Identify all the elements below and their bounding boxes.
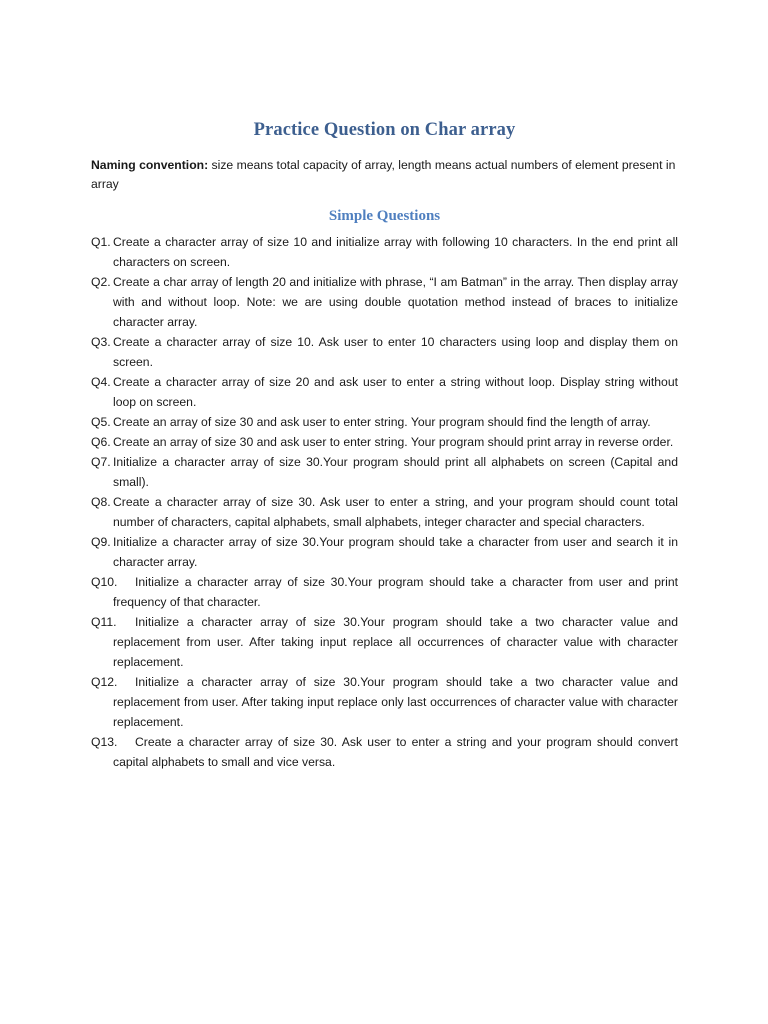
document-page bbox=[91, 118, 678, 772]
question-item bbox=[91, 412, 678, 432]
question-text: Initialize a character array of size 30.Your program should take a two character value and replacement from user. After taking input replace only last occurrences of character value with character replacement. bbox=[113, 675, 678, 729]
question-number: Q11. bbox=[91, 615, 117, 629]
question-text: Create a character array of size 30. Ask user to enter a string and your program should convert capital alphabets to small and vice versa. bbox=[113, 735, 678, 769]
question-number: Q5. bbox=[91, 415, 111, 429]
question-text: Initialize a character array of size 30.Your program should take a character from user and print frequency of that character. bbox=[113, 575, 678, 609]
question-number: Q7. bbox=[91, 455, 111, 469]
document-title: Practice Question on Char array bbox=[253, 120, 516, 140]
question-text: Initialize a character array of size 30.Your program should take a character from user and search it in character array. bbox=[113, 535, 678, 569]
naming-convention-text: size means total capacity of array, length means actual numbers of element present in array bbox=[91, 158, 676, 191]
question-item bbox=[91, 372, 678, 412]
question-item bbox=[91, 332, 678, 372]
question-item bbox=[91, 492, 678, 532]
question-number: Q12. bbox=[91, 675, 118, 689]
question-number: Q8. bbox=[91, 495, 111, 509]
question-text: Initialize a character array of size 30.Your program should print all alphabets on screen (Capital and small). bbox=[113, 455, 678, 489]
question-number: Q4. bbox=[91, 375, 111, 389]
question-item bbox=[91, 732, 678, 772]
question-item bbox=[91, 532, 678, 572]
question-item bbox=[91, 572, 678, 612]
naming-convention-label: Naming convention: bbox=[91, 158, 209, 172]
naming-convention-paragraph bbox=[91, 156, 678, 194]
question-number: Q1. bbox=[91, 235, 111, 249]
question-item bbox=[91, 452, 678, 492]
question-item bbox=[91, 672, 678, 732]
question-text: Initialize a character array of size 30.Your program should take a two character value and replacement from user. After taking input replace all occurrences of character value with character replacement. bbox=[113, 615, 678, 669]
question-text: Create a character array of size 10 and initialize array with following 10 characters. In the end print all characters on screen. bbox=[113, 235, 678, 269]
question-list bbox=[91, 232, 678, 772]
question-item bbox=[91, 272, 678, 332]
question-item bbox=[91, 612, 678, 672]
question-number: Q3. bbox=[91, 335, 111, 349]
question-text: Create a char array of length 20 and initialize with phrase, “I am Batman” in the array. Then display array with and without loop. Note: we are using double quotation method instead of braces to initialize character array. bbox=[113, 275, 678, 329]
question-number: Q6. bbox=[91, 435, 111, 449]
question-text: Create a character array of size 10. Ask user to enter 10 characters using loop and display them on screen. bbox=[113, 335, 678, 369]
question-item bbox=[91, 232, 678, 272]
section-title: Simple Questions bbox=[328, 208, 441, 224]
question-number: Q2. bbox=[91, 275, 111, 289]
question-text: Create a character array of size 20 and ask user to enter a string without loop. Display string without loop on screen. bbox=[113, 375, 678, 409]
question-number: Q9. bbox=[91, 535, 111, 549]
question-text: Create a character array of size 30. Ask user to enter a string, and your program should count total number of characters, capital alphabets, small alphabets, integer character and special characters. bbox=[113, 495, 678, 529]
question-text: Create an array of size 30 and ask user to enter string. Your program should print array in reverse order. bbox=[113, 435, 674, 449]
question-text: Create an array of size 30 and ask user to enter string. Your program should find the length of array. bbox=[113, 415, 651, 429]
question-number: Q10. bbox=[91, 575, 118, 589]
question-number: Q13. bbox=[91, 735, 118, 749]
question-item bbox=[91, 432, 678, 452]
